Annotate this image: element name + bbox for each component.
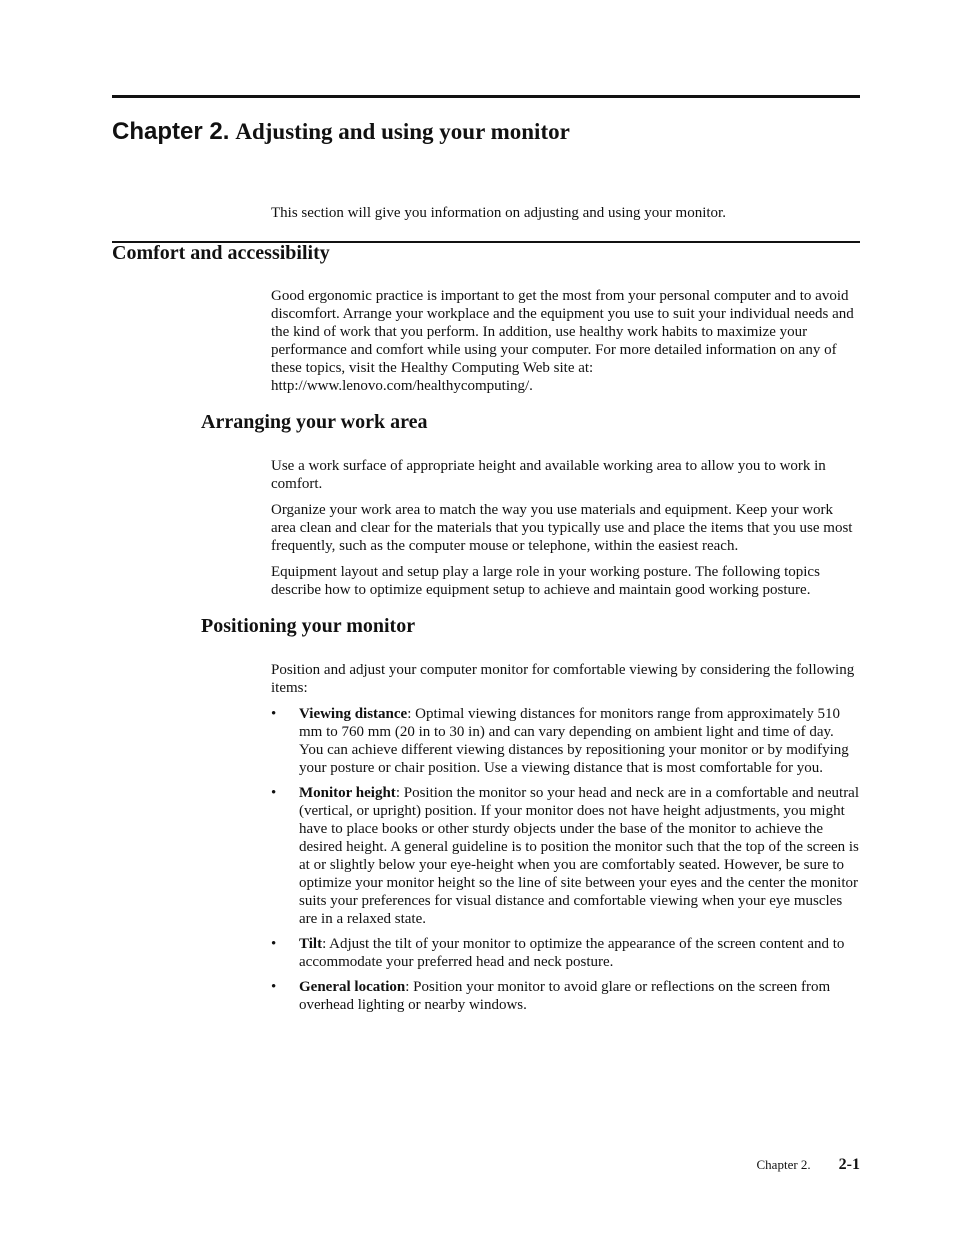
positioning-body [271,661,861,1021]
comfort-text: Good ergonomic practice is important to get the most from your personal computer and to avoid discomfort. Arrange your workplace and the equipment you use to suit your individual needs and the kind of work that you perform. In addition, use healthy work habits to maximize your performance and comfort while using your computer. For more detailed information on any of these topics, visit the Healthy Computing Web site at: [271,288,854,376]
item-text: : Position the monitor so your head and neck are in a comfortable and neutral (vertical, or upright) position. If your monitor does not have height adjustments, you might have to place books or other sturdy objects under the base of the monitor to achieve the desired height. A general guideline is to position the monitor such that the top of the screen is at or slightly below your eye-height when you are comfortably seated. However, be sure to optimize your monitor height so the line of site between your eyes and the center the monitor suits your preferences for visual distance and comfortable viewing when your eye muscles are in a relaxed state. [299,785,860,927]
bullet-icon: • [271,979,277,995]
footer-chapter: Chapter 2. [756,1157,811,1172]
item-text: : Position your monitor to avoid glare or reflections on the screen from overhead lighting or nearby windows. [299,979,831,1013]
healthy-computing-link[interactable]: http://www.lenovo.com/healthycomputing/. [271,378,533,394]
bullet-icon: • [271,936,277,952]
work-area-paragraph: Equipment layout and setup play a large role in your working posture. The following topics describe how to optimize equipment setup to achieve and maintain good working posture. [271,564,820,598]
chapter-intro: This section will give you information on adjusting and using your monitor. [271,205,726,221]
list-item [271,978,861,1014]
page-footer [757,1156,860,1174]
chapter-name: Adjusting and using your monitor [235,119,570,144]
item-term: Tilt [299,936,323,952]
item-term: General location [299,979,406,995]
item-term: Monitor height [299,785,396,801]
bullet-list [271,705,861,1014]
list-item [271,935,861,971]
list-item [271,705,861,777]
work-area-paragraph: Use a work surface of appropriate height and available working area to allow you to work in comfort. [271,458,826,492]
item-text: : Adjust the tilt of your monitor to optimize the appearance of the screen content and to accommodate your preferred head and neck posture. [299,936,845,970]
subsection-heading-work-area: Arranging your work area [201,411,428,433]
bullet-icon: • [271,785,277,801]
top-rule [112,95,860,98]
subsection-heading-positioning: Positioning your monitor [201,615,416,637]
item-text: : Optimal viewing distances for monitors range from approximately 510 mm to 760 mm (20 in to 30 in) and can vary depending on ambient light and time of day. You can achieve different viewing distances by repositioning your monitor or by modifying your posture or chair position. Use a viewing distance that is most comfortable for you. [299,706,849,776]
list-item [271,784,861,928]
positioning-intro: Position and adjust your computer monitor for comfortable viewing by considering the following items: [271,662,855,696]
work-area-body [271,457,861,607]
chapter-title [112,118,860,146]
page-number: 2-1 [838,1156,860,1173]
chapter-label: Chapter 2. [112,118,230,145]
work-area-paragraph: Organize your work area to match the way you use materials and equipment. Keep your work area clean and clear for the materials that you typically use and place the items that you use most frequently, such as the computer mouse or telephone, within the easiest reach. [271,502,853,554]
item-term: Viewing distance [299,706,408,722]
bullet-icon: • [271,706,277,722]
comfort-body [271,287,861,403]
section-heading-comfort: Comfort and accessibility [112,242,330,264]
